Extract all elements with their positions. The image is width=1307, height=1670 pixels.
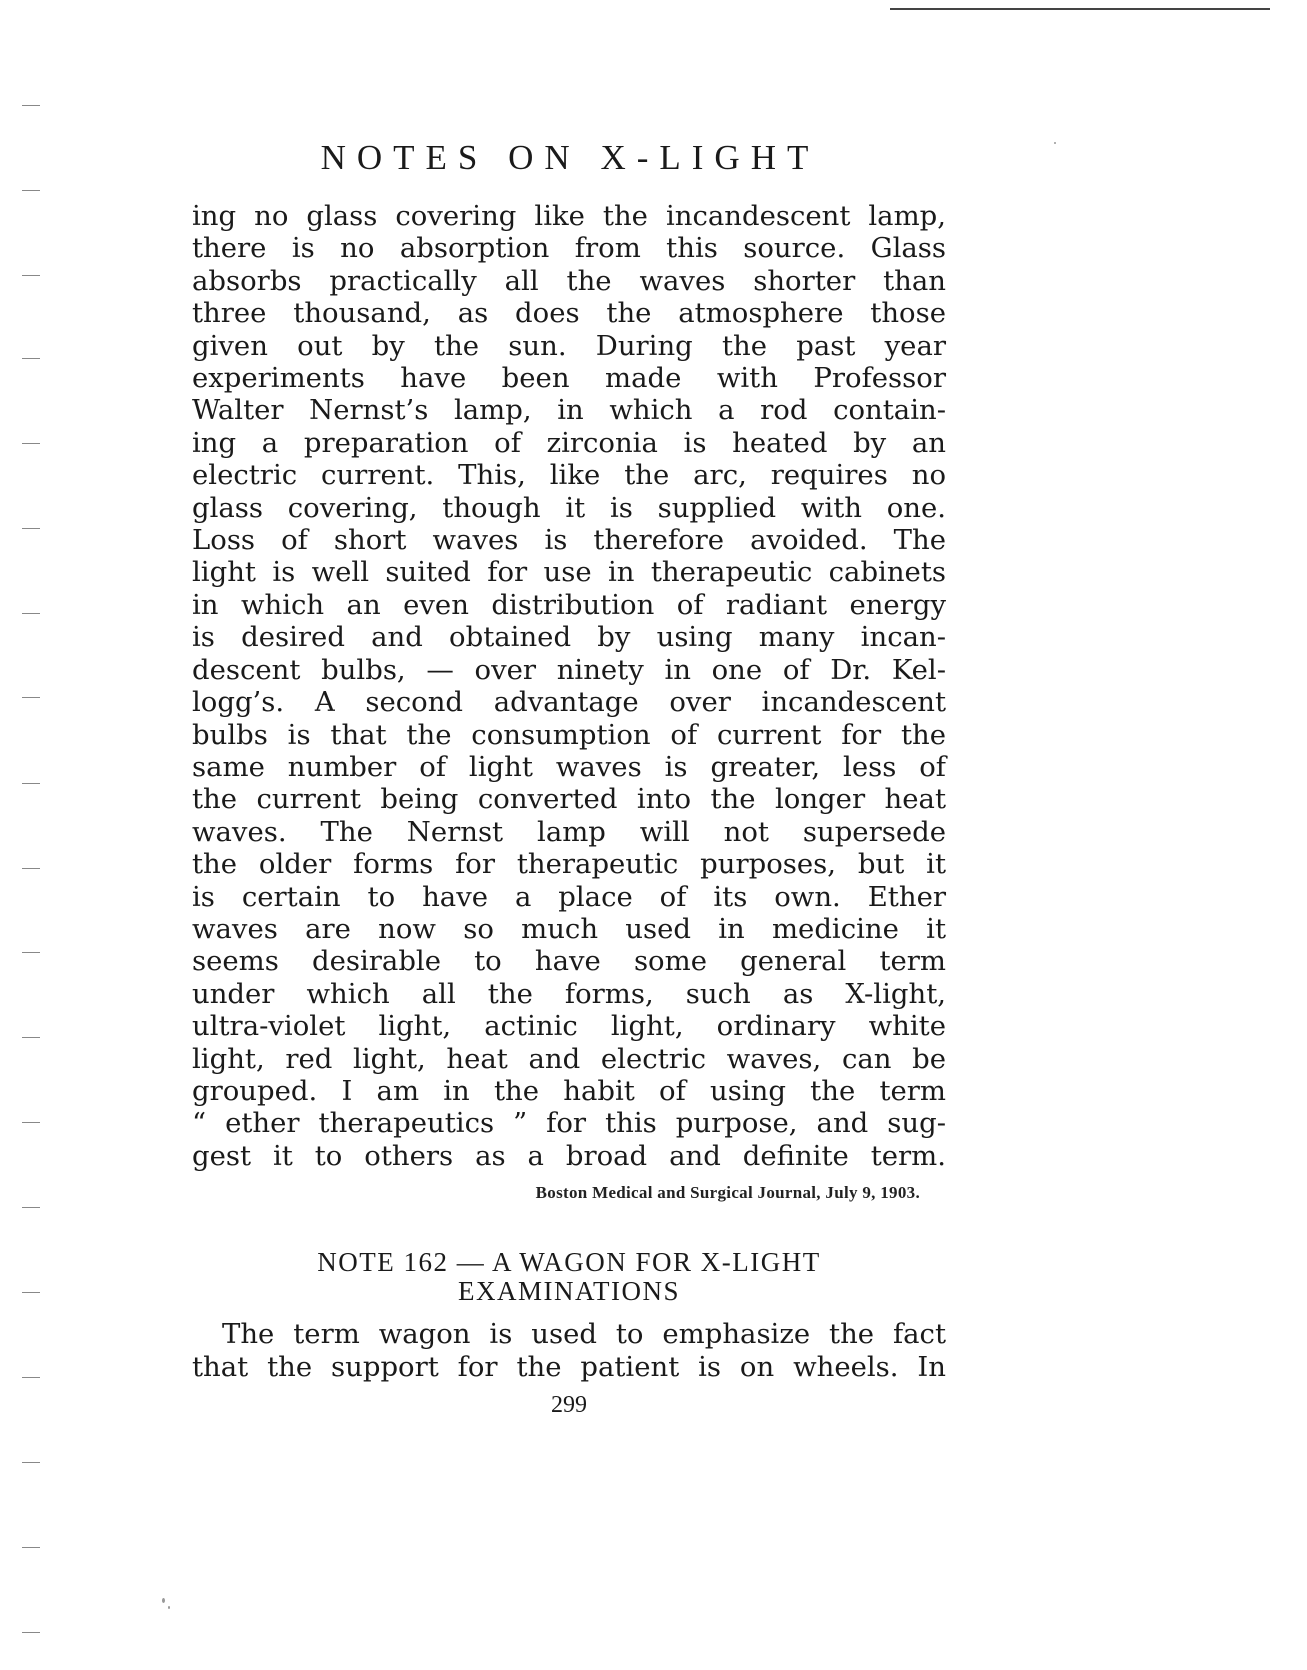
text-line: is certain to have a place of its own. Ether (192, 880, 946, 913)
text-line: logg’s. A second advantage over incandescent (192, 686, 946, 719)
page-number: 299 (551, 1392, 587, 1418)
text-line: “ ether therapeutics ” for this purpose, and sug- (192, 1107, 946, 1140)
text-line: given out by the sun. During the past year (192, 329, 946, 362)
text-line: The term wagon is used to emphasize the fact (222, 1318, 946, 1350)
margin-tick (22, 868, 40, 869)
note-heading-line-2: EXAMINATIONS (458, 1276, 680, 1306)
text-line: experiments have been made with Professor (192, 362, 946, 395)
text-line: the current being converted into the longer heat (192, 783, 946, 816)
note-paragraph (192, 1318, 946, 1384)
note-heading (192, 1248, 946, 1306)
margin-tick (22, 443, 40, 444)
text-line: the older forms for therapeutic purposes, but it (192, 848, 946, 881)
text-line: grouped. I am in the habit of using the term (192, 1074, 946, 1107)
margin-tick (22, 613, 40, 614)
margin-tick (22, 275, 40, 276)
margin-tick (22, 358, 40, 359)
text-line: is desired and obtained by using many incan- (192, 621, 946, 654)
text-line: ultra-violet light, actinic light, ordinary white (192, 1010, 946, 1043)
text-line: Walter Nernst’s lamp, in which a rod contain- (192, 394, 946, 427)
margin-tick (22, 1207, 40, 1208)
running-header: NOTES ON X-LIGHT (320, 138, 820, 177)
text-line: same number of light waves is greater, less of (192, 750, 946, 783)
paper-speck (168, 1606, 170, 1609)
text-line: there is no absorption from this source. Glass (192, 232, 946, 265)
text-line: Loss of short waves is therefore avoided. The (192, 524, 946, 557)
margin-tick (22, 528, 40, 529)
paper-speck (162, 1598, 165, 1603)
text-line: ing no glass covering like the incandescent lamp, (192, 200, 946, 232)
margin-tick (22, 1292, 40, 1293)
text-line: that the support for the patient is on wheels. In (192, 1351, 946, 1383)
text-line: descent bulbs, — over ninety in one of Dr. Kel- (192, 653, 946, 686)
body-paragraph (192, 200, 946, 1172)
margin-tick (22, 190, 40, 191)
source-citation: Boston Medical and Surgical Journal, July 9, 1903. (535, 1183, 920, 1202)
text-line: seems desirable to have some general term (192, 945, 946, 978)
text-line: waves are now so much used in medicine it (192, 912, 946, 945)
margin-tick (22, 783, 40, 784)
top-edge-rule (890, 8, 1270, 10)
text-line: glass covering, though it is supplied with one. (192, 491, 946, 524)
text-line: electric current. This, like the arc, requires no (192, 459, 946, 492)
text-line: ing a preparation of zirconia is heated by an (192, 426, 946, 459)
text-line: under which all the forms, such as X-light, (192, 977, 946, 1010)
margin-tick (22, 105, 40, 106)
text-line: absorbs practically all the waves shorter than (192, 264, 946, 297)
text-line: light, red light, heat and electric waves, can be (192, 1042, 946, 1075)
margin-tick (22, 1377, 40, 1378)
margin-tick (22, 1122, 40, 1123)
text-line: bulbs is that the consumption of current for the (192, 718, 946, 751)
margin-tick (22, 952, 40, 953)
margin-tick (22, 1462, 40, 1463)
text-line: light is well suited for use in therapeutic cabinets (192, 556, 946, 589)
text-line: three thousand, as does the atmosphere those (192, 297, 946, 330)
margin-tick (22, 1632, 40, 1633)
margin-tick (22, 697, 40, 698)
text-line: in which an even distribution of radiant energy (192, 588, 946, 621)
text-line: gest it to others as a broad and definite term. (192, 1139, 946, 1172)
text-line: waves. The Nernst lamp will not supersede (192, 815, 946, 848)
margin-tick (22, 1037, 40, 1038)
note-heading-line-1: NOTE 162 — A WAGON FOR X-LIGHT (317, 1247, 821, 1277)
left-margin-ticks (0, 0, 60, 1670)
paper-speck (1054, 142, 1056, 144)
margin-tick (22, 1547, 40, 1548)
